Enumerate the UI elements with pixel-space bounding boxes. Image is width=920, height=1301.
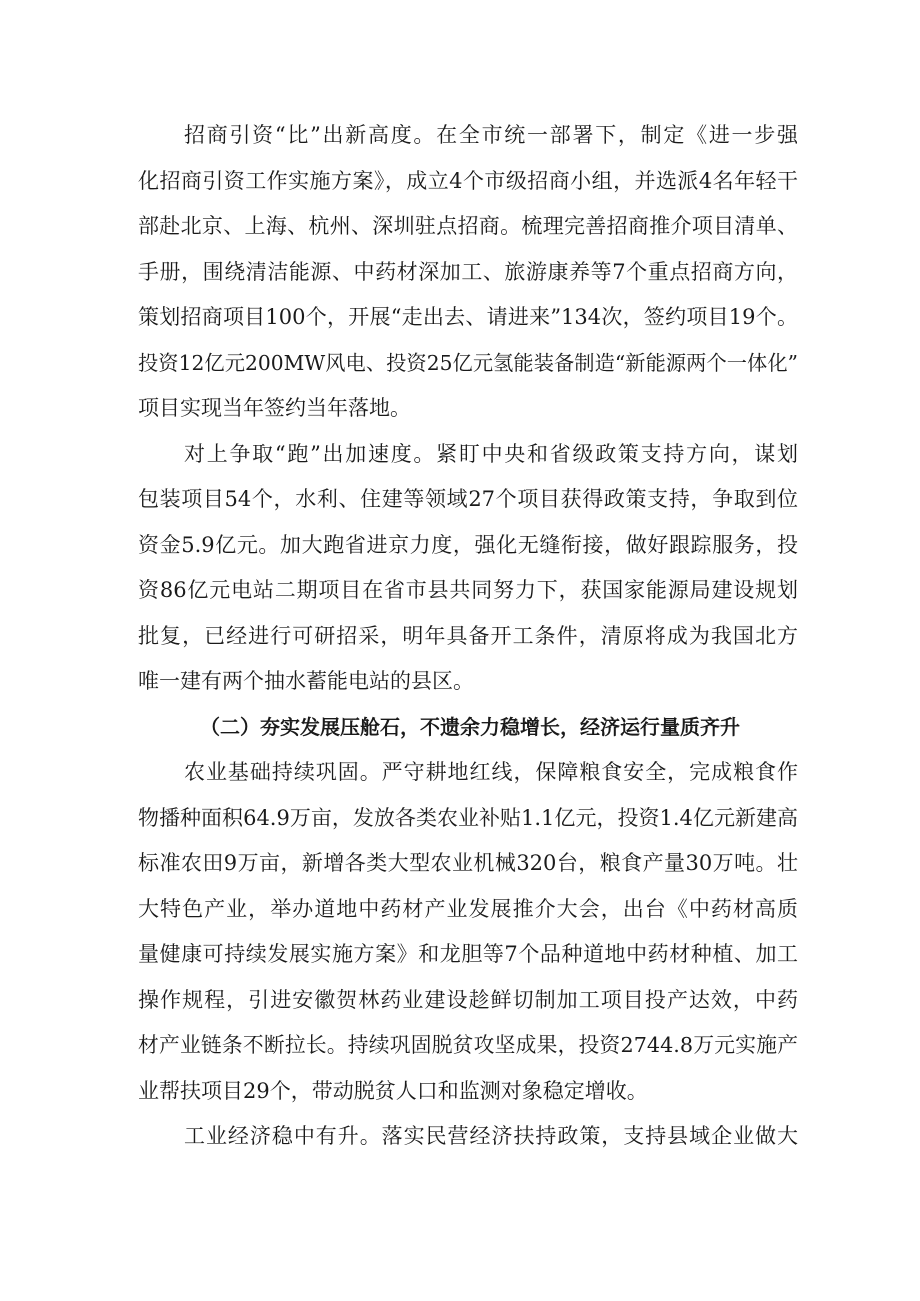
paragraph-line: 唯一建有两个抽水蓄能电站的县区。 bbox=[138, 669, 474, 693]
paragraph-line: 材产业链条不断拉长。持续巩固脱贫攻坚成果，投资2744.8万元实施产 bbox=[138, 1033, 798, 1057]
paragraph-line: 工业经济稳中有升。落实民营经济扶持政策，支持县域企业做大 bbox=[184, 1124, 798, 1148]
paragraph-agriculture bbox=[138, 750, 798, 1114]
document-body bbox=[138, 113, 798, 1160]
paragraph-line: 化招商引资工作实施方案》，成立4个市级招商小组，并选派4名年轻干 bbox=[138, 168, 798, 193]
paragraph-line: 策划招商项目100个，开展“走出去、请进来”134次，签约项目19个。 bbox=[138, 305, 798, 329]
paragraph-policy-funding bbox=[138, 432, 798, 705]
paragraph-line: 操作规程，引进安徽贺林药业建设趁鲜切制加工项目投产达效，中药 bbox=[138, 987, 798, 1012]
paragraph-line: 量健康可持续发展实施方案》和龙胆等7个品种道地中药材种植、加工 bbox=[138, 942, 798, 966]
paragraph-line: 业帮扶项目29个，带动脱贫人口和监测对象稳定增收。 bbox=[138, 1078, 648, 1103]
paragraph-line: 投资12亿元200MW风电、投资25亿元氢能装备制造“新能源两个一体化” bbox=[138, 350, 798, 375]
paragraph-line: 标准农田9万亩，新增各类大型农业机械320台，粮食产量30万吨。壮 bbox=[138, 851, 798, 875]
section-heading: （二）夯实发展压舱石，不遗余力稳增长，经济运行量质齐升 bbox=[200, 714, 740, 739]
paragraph-line: 招商引资“比”出新高度。在全市统一部署下，制定《进一步强 bbox=[184, 123, 798, 147]
paragraph-industry bbox=[138, 1114, 798, 1160]
paragraph-investment-attraction bbox=[138, 113, 798, 432]
paragraph-line: 对上争取“跑”出加速度。紧盯中央和省级政策支持方向，谋划 bbox=[184, 441, 798, 466]
paragraph-line: 项目实现当年签约当年落地。 bbox=[138, 396, 411, 420]
paragraph-line: 手册，围绕清洁能源、中药材深加工、旅游康养等7个重点招商方向， bbox=[138, 259, 798, 284]
paragraph-line: 大特色产业，举办道地中药材产业发展推介大会，出台《中药材高质 bbox=[138, 896, 798, 921]
paragraph-line: 资86亿元电站二期项目在省市县共同努力下，获国家能源局建设规划 bbox=[138, 578, 798, 602]
paragraph-line: 物播种面积64.9万亩，发放各类农业补贴1.1亿元，投资1.4亿元新建高 bbox=[138, 805, 798, 830]
paragraph-line: 部赴北京、上海、杭州、深圳驻点招商。梳理完善招商推介项目清单、 bbox=[138, 214, 798, 238]
paragraph-line: 批复，已经进行可研招采，明年具备开工条件，清原将成为我国北方 bbox=[138, 623, 798, 648]
paragraph-line: 资金5.9亿元。加大跑省进京力度，强化无缝衔接，做好跟踪服务，投 bbox=[138, 532, 798, 557]
paragraph-line: 农业基础持续巩固。严守耕地红线，保障粮食安全，完成粮食作 bbox=[184, 760, 798, 784]
paragraph-line: 包装项目54个，水利、住建等领域27个项目获得政策支持，争取到位 bbox=[138, 487, 798, 511]
